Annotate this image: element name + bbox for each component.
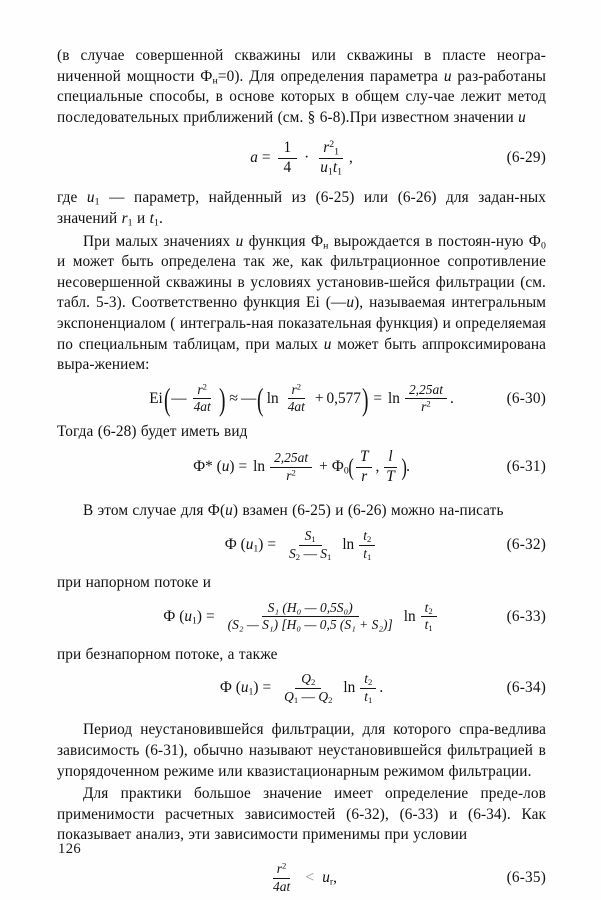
f630-minus1: —	[171, 389, 187, 407]
formula-6-29	[57, 140, 546, 176]
f631-arg-u: u	[221, 458, 230, 476]
formula-6-29-body	[250, 140, 353, 176]
f633-phi: Ф	[163, 607, 176, 625]
p3-b: функция Ф	[243, 232, 324, 250]
f629-den-4: 4	[283, 158, 292, 176]
f634-Q1: Q	[284, 688, 294, 704]
f632-ln: ln	[342, 536, 355, 554]
f629-num-1: 1	[278, 140, 298, 159]
f630-r3-sup: 2	[426, 398, 431, 409]
f632-eq: =	[267, 536, 277, 554]
f634-Q2: Q	[301, 671, 311, 687]
f631-phi0	[332, 458, 349, 476]
f634-arg-sub: 1	[248, 686, 254, 698]
f634-arg-u: u	[240, 679, 249, 697]
p3-e: ), называемая интегральным экспоненциалом ( интеграль-ная показательная функция) и определяемая по специальным таблицам, при малых	[57, 294, 546, 353]
f630-num3	[405, 383, 447, 400]
f633-t1-sub: 1	[428, 623, 433, 634]
f629-num-r1sq	[319, 140, 343, 159]
p1-l2-italic: и	[443, 67, 452, 85]
f634-eq: =	[262, 679, 272, 697]
f634-arg: $(u_1)$	[231, 679, 259, 698]
formula-6-35-body	[266, 862, 337, 894]
formula-6-32	[57, 529, 546, 561]
f629-eq: =	[261, 149, 271, 167]
p5-u: и	[225, 502, 233, 520]
f632-den	[283, 546, 337, 562]
p6-text: при напорном потоке и	[57, 574, 212, 592]
formula-6-30	[57, 383, 546, 415]
f634-frac-2	[360, 672, 376, 704]
f634-Q2-sub: 2	[310, 677, 316, 688]
formula-6-30-tag: (6-30)	[506, 389, 546, 407]
p2-u: u	[86, 189, 95, 207]
f630-period: .	[449, 389, 454, 407]
f635-frac	[269, 862, 294, 894]
f631-num2	[356, 449, 373, 468]
f631-comma: ,	[375, 458, 380, 476]
p1-l2b: =0). Для определения параметра	[217, 67, 444, 85]
f631-paren-open: (	[348, 453, 354, 481]
p7-text: при безнапорном потоке, а также	[57, 645, 278, 663]
f632-num	[299, 529, 322, 546]
p2-r: r	[121, 210, 128, 227]
f630-r2: r	[291, 381, 297, 397]
p2-t-sub: 1	[153, 217, 159, 229]
f632-arg-sub: 1	[253, 543, 259, 555]
f631-frac-2	[356, 449, 373, 485]
paragraph-free-flow	[57, 645, 546, 666]
p3-c: вырождается в постоян-ную Ф	[328, 232, 541, 250]
f634-period: .	[379, 679, 384, 697]
formula-6-30-body	[149, 383, 454, 415]
f630-paren-open: (	[163, 381, 171, 417]
f630-frac-1	[190, 383, 215, 415]
f631-num3	[384, 449, 396, 468]
p1-l5-italic: и	[518, 108, 526, 126]
p3-f: может быть аппроксимирована выра-жением:	[57, 335, 547, 374]
f634-phi: Ф	[219, 679, 232, 697]
f635-den	[269, 879, 294, 895]
formula-6-34-body	[220, 672, 383, 704]
f629-comma: ,	[348, 149, 353, 167]
paragraph-then-6-28	[57, 422, 546, 443]
f632-S2-sub: 2	[295, 551, 301, 562]
f631-frac-1	[270, 451, 312, 483]
f632-den-S1-sub: 1	[327, 551, 332, 562]
formula-6-33-body	[163, 601, 439, 633]
f629-u-sub: 1	[327, 166, 333, 178]
f635-relation: <	[305, 869, 315, 886]
formula-6-31	[57, 449, 546, 485]
f633-frac-1	[222, 601, 399, 633]
paragraph-opening	[57, 46, 546, 128]
paragraph-small-values	[57, 232, 546, 376]
formula-6-32-tag: (6-32)	[506, 536, 546, 554]
f633-arg-u: u	[184, 607, 192, 625]
p3-a: При малых значениях	[83, 232, 236, 250]
f631-num1	[270, 451, 312, 468]
f630-plus: +	[314, 389, 324, 407]
p2-t: t	[149, 210, 154, 227]
f633-num2	[421, 601, 437, 618]
f630-den2	[284, 399, 309, 415]
f631-225at: 2,25at	[274, 450, 309, 466]
f630-paren2-open: (	[257, 381, 264, 417]
p8-text: Период неустановившейся фильтрации, для которого спра-ведлива зависимость (6-31), обычно называют неустановившейся фильтрацией в упорядоченном режиме или квазистационарным режимом фильтрации.	[57, 721, 546, 780]
p2-a: где	[57, 189, 87, 207]
f629-r: r	[323, 139, 330, 157]
f634-num	[295, 672, 321, 689]
f633-den: (S₂ — S₁) [H₀ — 0,5 (S₁ + S₂)]	[227, 617, 393, 633]
p3-d: и может быть определена так же, как фильтрационное сопротивление несовершенной скважины в условиях установив-шейся фильтрации (см. табл. 5-3). Соответственно функция Ei (—	[57, 253, 546, 312]
f630-r2-sup: 2	[296, 381, 302, 392]
f629-u: u	[320, 158, 328, 176]
f633-num: S₁ (H₀ — 0,5S₀)	[262, 601, 359, 618]
f634-den-Q2: Q	[318, 688, 329, 704]
p2-end: .	[158, 210, 163, 227]
f632-frac-1	[283, 529, 337, 561]
f633-den2	[421, 617, 437, 633]
f631-plus: +	[319, 458, 328, 476]
f634-Q1-sub: 1	[293, 695, 299, 706]
f632-den-minus: —	[303, 545, 317, 561]
f632-den2	[359, 546, 375, 562]
f632-num2	[359, 529, 375, 546]
f632-S1-sub: 1	[311, 534, 316, 545]
f630-225at: 2,25at	[408, 381, 443, 397]
f630-const: 0,577	[326, 389, 361, 407]
f634-num2	[360, 672, 376, 689]
f634-den	[278, 689, 338, 705]
p3-u2: u	[323, 335, 332, 353]
f635-r: r	[276, 860, 283, 876]
f630-4at-1: 4at	[193, 399, 211, 415]
f630-eq: =	[373, 389, 383, 407]
paragraph-where-u1	[57, 188, 546, 229]
f630-ln1: ln	[266, 389, 279, 407]
f635-comma: ,	[333, 869, 337, 886]
f631-den1	[282, 468, 300, 484]
f634-den-minus: —	[301, 688, 315, 704]
f629-frac-main	[316, 140, 346, 176]
p2-u-sub: 1	[94, 196, 100, 208]
formula-6-33	[57, 601, 546, 633]
f633-eq: =	[205, 607, 215, 625]
f631-eq: =	[238, 458, 248, 476]
f634-t1: t	[364, 688, 369, 704]
f630-num1	[193, 383, 211, 400]
f631-den3	[382, 468, 399, 486]
f635-rhs	[322, 869, 333, 887]
p4-a: Тогда (6-28) будет иметь вид	[57, 422, 248, 440]
p2-and: и	[132, 210, 150, 227]
f629-lhs: a	[250, 149, 258, 167]
f631-den2	[357, 468, 371, 486]
f630-num2	[288, 383, 306, 400]
f632-S1: S	[304, 528, 312, 544]
f634-den2	[360, 689, 376, 705]
formula-6-32-body	[225, 529, 379, 561]
p2-b: — параметр, найденный из (6-25) или (6-26) для задан-ных значений	[57, 189, 546, 227]
p2-r-sub: 1	[127, 217, 133, 229]
f632-t1: t	[363, 545, 367, 561]
formula-6-31-body	[193, 449, 410, 485]
p1-l2c: раз-	[451, 67, 484, 85]
f630-minus2: —	[241, 389, 257, 407]
paragraph-pressure-flow	[57, 573, 546, 594]
p1-l2a: ниченной мощности Ф	[57, 67, 213, 85]
f633-arg: $(u_1)$	[175, 607, 202, 627]
f634-den-Q2-sub: 2	[328, 695, 333, 706]
f630-r3: r	[421, 399, 427, 415]
f632-frac-2	[359, 529, 375, 561]
f630-approx: ≈	[229, 389, 239, 407]
f634-t1-sub: 1	[368, 695, 373, 706]
f633-t1: t	[424, 617, 429, 633]
paragraph-unsteady-period	[57, 720, 546, 782]
f631-r: r	[286, 467, 292, 483]
f631-paren-close: )	[401, 453, 407, 481]
f635-u-sub: r	[329, 876, 334, 888]
p1-l4: чае лежит метод последовательных приближений (см. § 6-8).	[57, 88, 547, 126]
f634-t2-sub: 2	[368, 677, 373, 688]
page-number: 126	[58, 841, 82, 857]
f632-phi: Ф	[224, 536, 237, 554]
p3-sub-0: 0	[541, 240, 546, 252]
f629-dot: ·	[304, 149, 310, 167]
f633-t2: t	[424, 599, 429, 615]
f630-paren2-close: )	[361, 381, 369, 417]
f635-num	[273, 862, 291, 879]
formula-6-33-tag: (6-33)	[506, 607, 546, 625]
f630-4at-2: 4at	[287, 399, 305, 415]
f630-den3	[417, 399, 435, 415]
f632-t2: t	[363, 528, 367, 544]
f632-S2: S	[289, 545, 296, 561]
f629-den-u1t1	[316, 159, 346, 177]
formula-6-34	[57, 672, 546, 704]
f631-l: l	[388, 448, 393, 466]
formula-6-29-tag: (6-29)	[506, 149, 546, 167]
p1-l1: (в случае совершенной скважины или скважины в пласте неогра-	[57, 47, 546, 64]
f630-ln2: ln	[388, 389, 400, 407]
f630-den1	[190, 399, 215, 415]
p1-l3: работаны специальные способы, в основе которых в общем слу-	[57, 67, 546, 106]
f631-period: .	[406, 458, 410, 476]
f633-ln: ln	[403, 607, 416, 625]
f632-den-S1: S	[320, 545, 327, 561]
f633-t2-sub: 2	[428, 605, 433, 616]
f632-arg-u: u	[245, 536, 254, 554]
f630-paren-close: )	[218, 381, 226, 417]
f631-phi: Ф*	[193, 458, 213, 476]
p3-sub-n: н	[323, 240, 329, 252]
f632-arg: $(u_1)$	[236, 536, 264, 555]
f632-t1-sub: 1	[366, 551, 372, 562]
formula-6-34-tag: (6-34)	[506, 679, 546, 697]
f631-arg: (u)	[212, 458, 235, 476]
f634-ln: ln	[343, 679, 356, 697]
formula-6-35	[57, 862, 546, 894]
f629-t-sub: 1	[337, 166, 342, 178]
page-content	[57, 46, 546, 894]
f629-r-sup: 2	[329, 139, 335, 151]
f631-r2: r	[361, 467, 368, 485]
p5-b: ) взамен (6-25) и (6-26) можно на-писать	[232, 502, 504, 520]
f633-frac-2	[421, 601, 437, 633]
f630-frac-2	[284, 383, 309, 415]
p5-a: В этом случае для Ф(	[83, 502, 226, 520]
formula-6-31-tag: (6-31)	[506, 458, 546, 476]
f631-r-sup: 2	[291, 467, 296, 478]
f629-frac-quarter	[278, 140, 298, 176]
f631-ln: ln	[253, 458, 266, 476]
f634-t2: t	[364, 671, 369, 687]
f630-r1: r	[197, 381, 203, 397]
f635-r-sup: 2	[282, 860, 287, 871]
paragraph-practice-limits	[57, 784, 546, 846]
f633-arg-sub: 1	[191, 615, 197, 627]
p9-text: Для практики большое значение имеет определение преде-лов применимости расчетных зависимостей (6-32), (6-33) и (6-34). Как показывает анализ, эти зависимости применимы при условии	[57, 785, 546, 844]
f631-T: T	[359, 448, 369, 466]
paragraph-in-this-case	[57, 501, 546, 522]
f629-t: t	[332, 158, 338, 176]
f635-u: u	[322, 869, 330, 886]
f631-frac-3	[382, 449, 399, 485]
f631-T2: T	[386, 467, 395, 485]
formula-6-35-tag: (6-35)	[506, 869, 546, 886]
f631-phi0-sub: 0	[343, 465, 349, 477]
p1-l5a: При известном значении	[349, 108, 519, 126]
p3-ei-u: u	[346, 294, 355, 312]
f632-t2-sub: 2	[366, 534, 372, 545]
f630-r1-sup: 2	[202, 381, 207, 392]
p1-l2-sub: н	[212, 75, 218, 87]
p3-u: и	[235, 232, 244, 250]
f630-frac-3	[405, 383, 447, 415]
f630-ei: Ei	[149, 389, 163, 407]
f634-frac-1	[278, 672, 338, 704]
f629-r-sub: 1	[334, 146, 339, 158]
f635-4at: 4at	[272, 878, 291, 894]
f631-phi0-base: Ф	[331, 458, 344, 476]
